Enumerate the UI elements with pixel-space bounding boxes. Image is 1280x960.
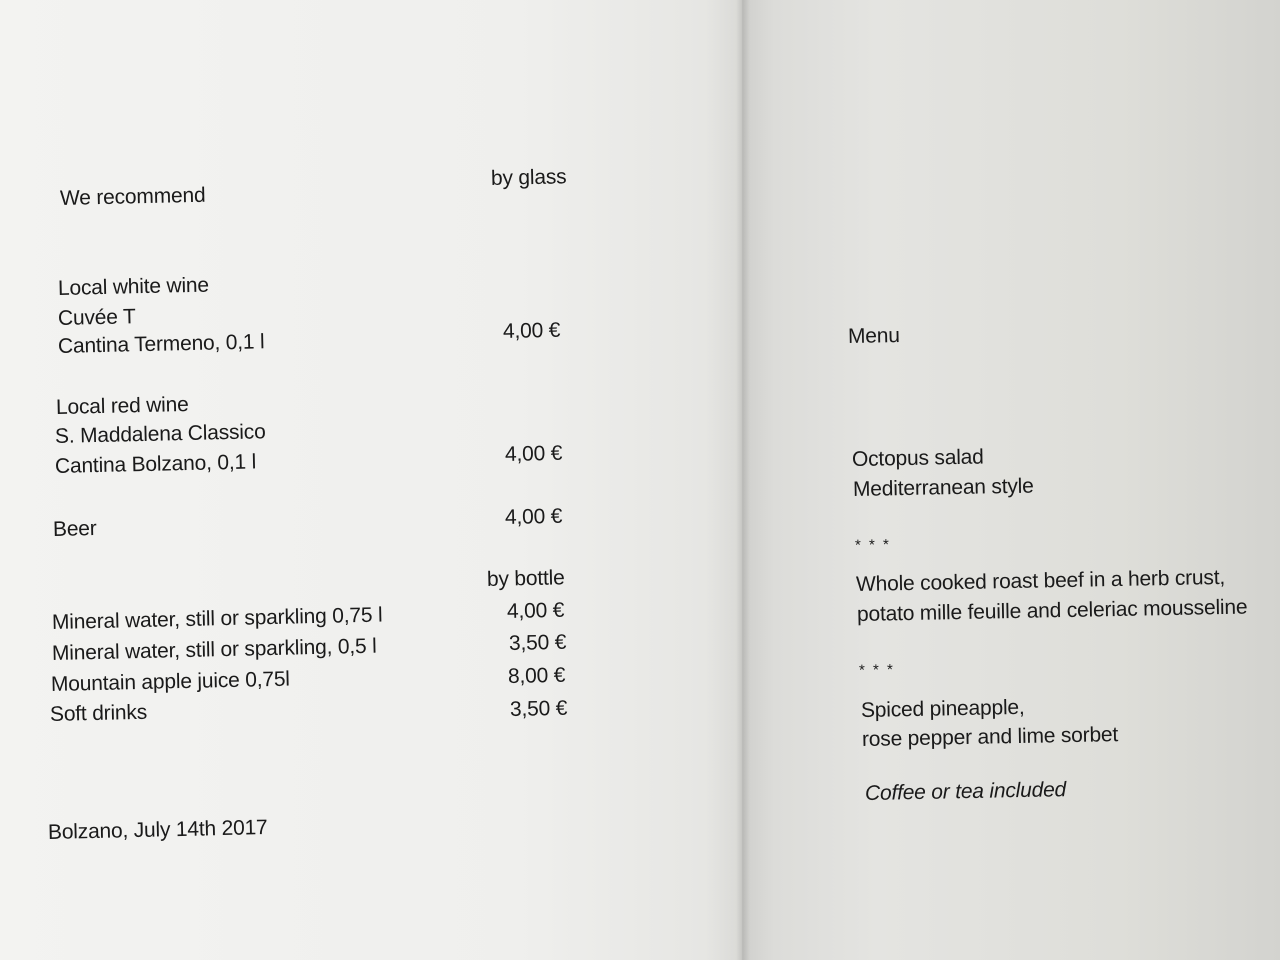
white-wine-line-3: Cantina Termeno, 0,1 l (57, 330, 265, 358)
white-wine-line-2: Cuvée T (57, 305, 136, 330)
red-wine-price: 4,00 € (504, 441, 563, 466)
main-line-1: Whole cooked roast beef in a herb crust, (855, 565, 1226, 596)
bottle-item-label-4: Soft drinks (49, 700, 148, 726)
bottle-item-price-3: 8,00 € (507, 663, 566, 688)
by-glass-header: by glass (490, 165, 567, 190)
red-wine-line-2: S. Maddalena Classico (54, 420, 266, 448)
bottle-item-price-4: 3,50 € (509, 696, 568, 721)
bottle-item-label-2: Mineral water, still or sparkling, 0,5 l (51, 634, 377, 665)
menu-title: Menu (847, 324, 900, 348)
bottle-item-price-1: 4,00 € (506, 598, 565, 623)
bottle-item-label-3: Mountain apple juice 0,75l (50, 667, 291, 696)
red-wine-line-3: Cantina Bolzano, 0,1 l (54, 450, 257, 478)
bottle-item-price-2: 3,50 € (508, 630, 567, 655)
main-line-2: potato mille feuille and celeriac mousseline (856, 595, 1248, 626)
white-wine-price: 4,00 € (502, 318, 561, 343)
bottle-item-label-1: Mineral water, still or sparkling 0,75 l (51, 603, 383, 634)
coffee-note: Coffee or tea included (864, 778, 1067, 805)
beer-label: Beer (52, 517, 97, 541)
starter-line-1: Octopus salad (851, 445, 984, 471)
course-separator-1: * * * (854, 536, 892, 554)
white-wine-line-1: Local white wine (57, 273, 210, 300)
dessert-line-2: rose pepper and lime sorbet (861, 723, 1119, 751)
starter-line-2: Mediterranean style (852, 474, 1034, 501)
place-date-footer: Bolzano, July 14th 2017 (47, 816, 268, 844)
beer-price: 4,00 € (504, 504, 563, 529)
by-bottle-header: by bottle (486, 566, 565, 591)
red-wine-line-1: Local red wine (55, 392, 189, 419)
course-separator-2: * * * (858, 661, 896, 679)
dessert-line-1: Spiced pineapple, (860, 695, 1025, 722)
recommend-heading: We recommend (59, 183, 206, 210)
page-fold (736, 0, 750, 960)
